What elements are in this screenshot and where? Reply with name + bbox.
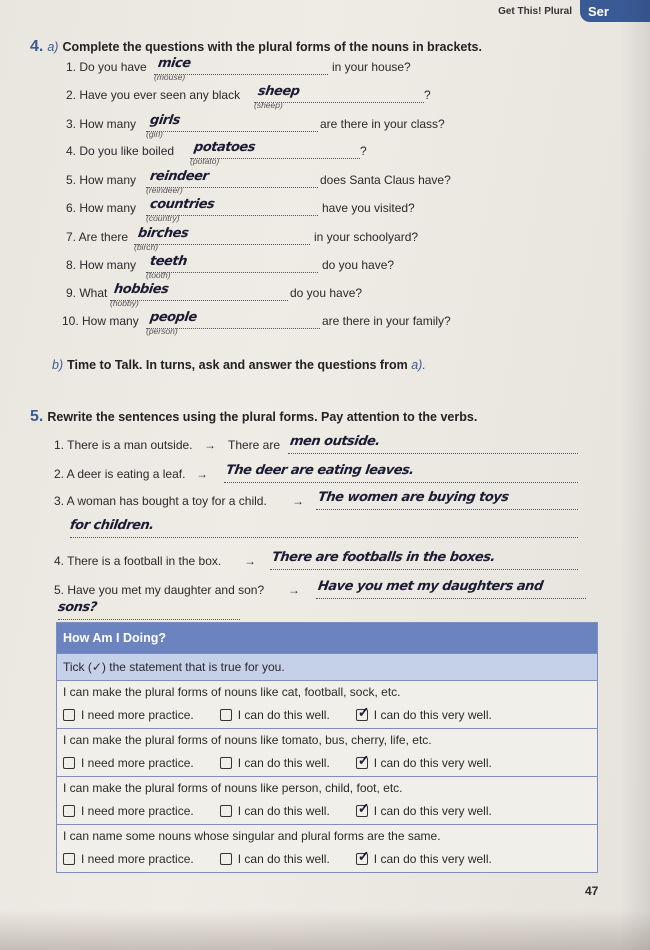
checkbox[interactable]: [356, 848, 370, 865]
option-3[interactable]: [356, 800, 492, 818]
self-check-row: [57, 824, 597, 872]
noun-hint: (sheep): [254, 100, 283, 110]
part-b-ref: a).: [411, 358, 426, 372]
question-9-end: do you have?: [290, 286, 363, 300]
statement: I can make the plural forms of nouns like person, child, foot, etc.: [63, 781, 403, 795]
answer-line: [316, 597, 586, 599]
handwritten-answer: Have you met my daughters and: [316, 579, 544, 594]
question-8-end: do you have?: [322, 258, 395, 272]
checkbox[interactable]: [356, 704, 370, 721]
statement: I can make the plural forms of nouns like cat, football, sock, etc.: [63, 685, 401, 699]
checkbox[interactable]: [63, 709, 75, 721]
handwritten-answer: teeth: [148, 254, 188, 269]
option-2[interactable]: [220, 708, 330, 722]
checkbox[interactable]: [356, 752, 370, 769]
options: [63, 705, 591, 725]
question-2-start: 2. Have you ever seen any black: [66, 88, 241, 102]
question-1-end: in your house?: [332, 60, 411, 74]
checkbox[interactable]: [220, 853, 232, 865]
tick-mark-icon: ✓: [357, 800, 370, 816]
option-1[interactable]: [63, 852, 194, 866]
noun-hint: (mouse): [154, 72, 186, 82]
option-label: I need more practice.: [81, 852, 194, 866]
question-5-end: does Santa Claus have?: [320, 173, 451, 187]
sentence-1: 1. There is a man outside.: [54, 438, 193, 452]
question-3-end: are there in your class?: [320, 117, 445, 131]
bottom-edge-shadow: [0, 910, 650, 950]
exercise-5-number: 5.: [30, 408, 44, 425]
exercise-4-instruction: Complete the questions with the plural forms of the nouns in brackets.: [62, 40, 482, 54]
option-label: I can do this well.: [237, 708, 330, 722]
noun-hint: (potato): [190, 156, 220, 166]
book-title: Get This! Plural: [498, 5, 572, 17]
self-check-instruction: Tick (✓) the statement that is true for you.: [57, 653, 597, 680]
self-check-table: [56, 622, 598, 873]
noun-hint: (person): [146, 326, 178, 336]
handwritten-answer: mice: [156, 56, 192, 71]
statement: I can make the plural forms of nouns like tomato, bus, cherry, life, etc.: [63, 733, 432, 747]
options: [63, 801, 591, 821]
checkbox[interactable]: [356, 800, 370, 817]
noun-hint: (hobby): [110, 298, 139, 308]
option-3[interactable]: [356, 704, 492, 722]
answer-line: [134, 243, 310, 245]
checkbox[interactable]: [63, 853, 75, 865]
self-check-row: [57, 776, 597, 824]
question-3-start: 3. How many: [66, 117, 137, 131]
noun-hint: (girl): [146, 129, 163, 139]
option-1[interactable]: [63, 756, 194, 770]
question-1-start: 1. Do you have: [66, 60, 147, 74]
handwritten-answer: potatoes: [192, 140, 256, 155]
handwritten-answer: birches: [136, 226, 190, 241]
arrow-icon: →: [196, 467, 208, 481]
question-5-start: 5. How many: [66, 173, 137, 187]
option-label: I can do this well.: [237, 804, 330, 818]
checkbox[interactable]: [220, 709, 232, 721]
handwritten-answer: sheep: [256, 84, 301, 99]
part-a-label: a): [47, 40, 59, 54]
option-label: I can do this very well.: [373, 756, 492, 770]
exercise-5-title: [30, 408, 477, 426]
question-8-start: 8. How many: [66, 258, 137, 272]
handwritten-answer-continued: for children.: [68, 518, 155, 533]
options: [63, 849, 591, 869]
series-tab: Ser: [580, 0, 650, 22]
exercise-5-instruction: Rewrite the sentences using the plural forms. Pay attention to the verbs.: [47, 410, 478, 424]
sentence-5: 5. Have you met my daughter and son?: [54, 583, 265, 597]
handwritten-answer: The deer are eating leaves.: [224, 463, 415, 478]
sentence-4: 4. There is a football in the box.: [54, 554, 222, 568]
arrow-icon: →: [288, 583, 300, 597]
option-label: I need more practice.: [81, 804, 194, 818]
option-label: I need more practice.: [81, 708, 194, 722]
handwritten-answer-continued: sons?: [56, 600, 98, 615]
option-label: I can do this well.: [237, 756, 330, 770]
noun-hint: (country): [146, 213, 180, 223]
page-number: 47: [585, 884, 599, 898]
handwritten-answer: reindeer: [148, 169, 210, 184]
option-label: I can do this very well.: [373, 852, 492, 866]
question-9-start: 9. What: [66, 286, 108, 300]
handwritten-answer: The women are buying toys: [316, 490, 510, 505]
rewrite-prefix: There are: [228, 438, 281, 452]
sentence-3: 3. A woman has bought a toy for a child.: [54, 494, 267, 508]
answer-line: [146, 271, 318, 273]
question-10-start: 10. How many: [62, 314, 139, 328]
noun-hint: (reindeer): [146, 185, 183, 195]
option-label: I can do this very well.: [373, 804, 492, 818]
sentence-2: 2. A deer is eating a leaf.: [54, 467, 186, 481]
question-4-start: 4. Do you like boiled: [66, 144, 175, 158]
handwritten-answer: people: [148, 310, 198, 325]
handwritten-answer: countries: [148, 197, 216, 212]
option-2[interactable]: [220, 852, 330, 866]
checkbox[interactable]: [63, 805, 75, 817]
option-2[interactable]: [220, 756, 330, 770]
arrow-icon: →: [204, 438, 216, 452]
page-shadow: [620, 0, 650, 950]
answer-line: [224, 481, 578, 483]
option-label: I need more practice.: [81, 756, 194, 770]
self-check-row: [57, 728, 597, 776]
option-2[interactable]: [220, 804, 330, 818]
question-2-end: ?: [424, 88, 431, 102]
self-check-row: [57, 680, 597, 728]
checkbox[interactable]: [63, 757, 75, 769]
statement: I can name some nouns whose singular and plural forms are the same.: [63, 829, 441, 843]
tick-mark-icon: ✓: [357, 848, 370, 864]
tick-mark-icon: ✓: [357, 752, 370, 768]
noun-hint: (birch): [134, 242, 159, 252]
option-3[interactable]: [356, 752, 492, 770]
exercise-4-title: [30, 38, 482, 56]
tick-mark-icon: ✓: [357, 704, 370, 720]
arrow-icon: →: [292, 494, 304, 508]
handwritten-answer: hobbies: [112, 282, 170, 297]
question-6-start: 6. How many: [66, 201, 137, 215]
option-label: I can do this very well.: [373, 708, 492, 722]
option-1[interactable]: [63, 708, 194, 722]
option-3[interactable]: [356, 848, 492, 866]
answer-line: [316, 508, 578, 510]
part-b-label: b): [52, 358, 64, 372]
options: [63, 753, 591, 773]
question-6-end: have you visited?: [322, 201, 415, 215]
checkbox[interactable]: [220, 757, 232, 769]
self-check-rows: [57, 680, 597, 872]
exercise-4-number: 4.: [30, 38, 44, 55]
checkbox[interactable]: [220, 805, 232, 817]
answer-line: [270, 568, 578, 570]
part-b-text: Time to Talk. In turns, ask and answer the questions from: [67, 358, 408, 372]
answer-line: [58, 618, 240, 620]
answer-line: [288, 452, 578, 454]
answer-line: [146, 130, 318, 132]
question-7-end: in your schoolyard?: [314, 230, 419, 244]
answer-line: [70, 536, 578, 538]
self-check-title: How Am I Doing?: [57, 623, 597, 653]
noun-hint: (tooth): [146, 270, 171, 280]
part-b: [52, 358, 430, 372]
question-7-start: 7. Are there: [66, 230, 129, 244]
handwritten-answer: girls: [148, 113, 181, 128]
handwritten-answer: men outside.: [288, 434, 381, 449]
question-10-end: are there in your family?: [322, 314, 451, 328]
option-1[interactable]: [63, 804, 194, 818]
handwritten-answer: There are footballs in the boxes.: [270, 550, 496, 565]
question-4-end: ?: [360, 144, 367, 158]
option-label: I can do this well.: [237, 852, 330, 866]
arrow-icon: →: [244, 554, 256, 568]
